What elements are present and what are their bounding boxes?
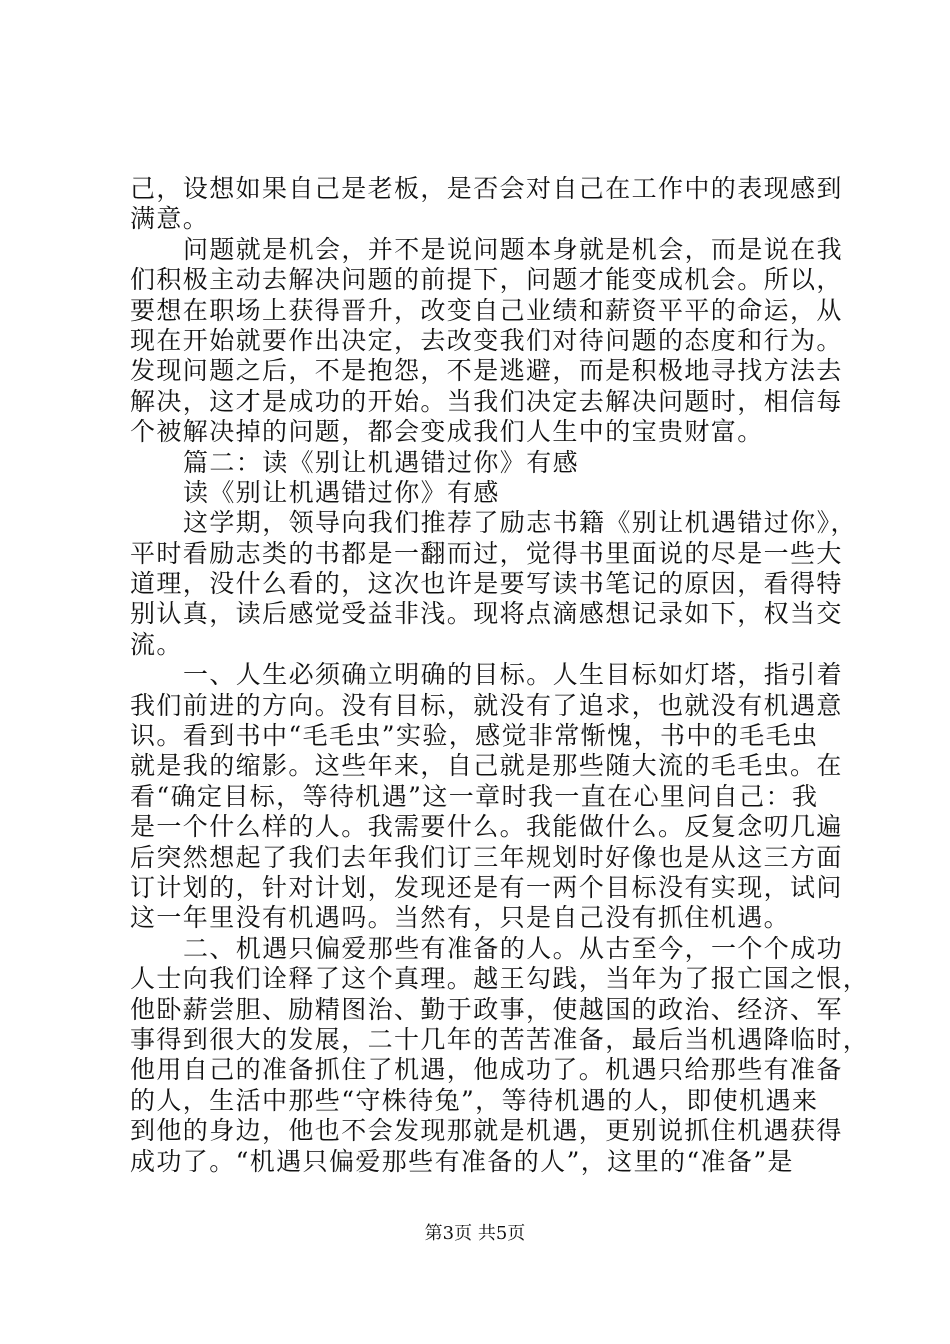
text-line: 别认真，读后感觉受益非浅。现将点滴感想记录如下，权当交	[130, 599, 843, 629]
text-line: 读《别让机遇错过你》有感	[183, 477, 500, 507]
text-line: 要想在职场上获得晋升，改变自己业绩和薪资平平的命运，从	[130, 295, 843, 325]
text-line: 个被解决掉的问题，都会变成我们人生中的宝贵财富。	[130, 417, 764, 447]
text-line: 满意。	[130, 204, 210, 234]
page-footer: 第3页 共5页	[424, 1223, 526, 1244]
text-line: 订计划的，针对计划，发现还是有一两个目标没有实现，试问	[130, 872, 843, 902]
text-line: 识。看到书中“毛毛虫”实验，感觉非常惭愧，书中的毛毛虫	[130, 721, 819, 751]
text-line: 后突然想起了我们去年我们订三年规划时好像也是从这三方面	[130, 842, 843, 872]
text-line: 他用自己的准备抓住了机遇，他成功了。机遇只给那些有准备	[130, 1055, 843, 1085]
text-line: 成功了。“机遇只偏爱那些有准备的人”，这里的“准备”是	[130, 1146, 794, 1176]
text-line: 们积极主动去解决问题的前提下，问题才能变成机会。所以，	[130, 265, 843, 295]
text-line: 的人，生活中那些“守株待兔”，等待机遇的人，即使机遇来	[130, 1085, 819, 1115]
text-line: 问题就是机会，并不是说问题本身就是机会，而是说在我	[183, 234, 844, 264]
text-line: 这一年里没有机遇吗。当然有，只是自己没有抓住机遇。	[130, 903, 791, 933]
text-line: 流。	[130, 629, 183, 659]
text-line: 二、机遇只偏爱那些有准备的人。从古至今，一个个成功	[183, 933, 844, 963]
body-text	[130, 174, 870, 1177]
text-line: 人士向我们诠释了这个真理。越王勾践，当年为了报亡国之恨，	[130, 964, 870, 994]
text-line: 平时看励志类的书都是一翻而过，觉得书里面说的尽是一些大	[130, 538, 843, 568]
text-line: 一、人生必须确立明确的目标。人生目标如灯塔，指引着	[183, 660, 844, 690]
text-line: 看“确定目标，等待机遇”这一章时我一直在心里问自己：我	[130, 781, 819, 811]
text-line: 他卧薪尝胆、励精图治、勤于政事，使越国的政治、经济、军	[130, 994, 843, 1024]
text-line: 这学期，领导向我们推荐了励志书籍《别让机遇错过你》，	[183, 508, 857, 538]
text-line: 解决，这才是成功的开始。当我们决定去解决问题时，相信每	[130, 386, 843, 416]
text-line: 己，设想如果自己是老板，是否会对自己在工作中的表现感到	[130, 174, 843, 203]
text-line: 是一个什么样的人。我需要什么。我能做什么。反复念叨几遍	[130, 812, 843, 842]
text-line: 到他的身边，他也不会发现那就是机遇，更别说抓住机遇获得	[130, 1116, 843, 1146]
text-line: 现在开始就要作出决定，去改变我们对待问题的态度和行为。	[130, 325, 843, 355]
text-line: 篇二：读《别让机遇错过你》有感	[183, 447, 580, 477]
text-line: 我们前进的方向。没有目标，就没有了追求，也就没有机遇意	[130, 690, 843, 720]
text-line: 发现问题之后，不是抱怨，不是逃避，而是积极地寻找方法去	[130, 356, 843, 386]
text-line: 就是我的缩影。这些年来，自己就是那些随大流的毛毛虫。在	[130, 751, 843, 781]
text-line: 事得到很大的发展，二十几年的苦苦准备，最后当机遇降临时，	[130, 1024, 870, 1054]
text-line: 道理，没什么看的，这次也许是要写读书笔记的原因，看得特	[130, 569, 843, 599]
